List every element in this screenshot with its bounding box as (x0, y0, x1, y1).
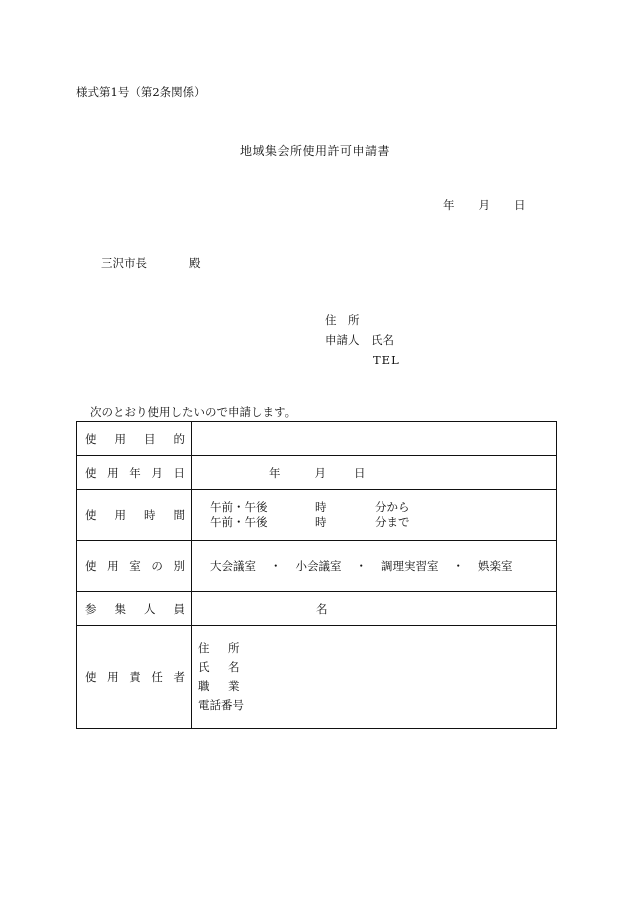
label-char: 員 (173, 601, 185, 616)
time-from-suffix: 分から (375, 500, 410, 514)
room-field (192, 541, 557, 592)
participants-unit: 名 (316, 601, 328, 616)
label-char: 使 (85, 559, 97, 573)
use-date-year: 年 (269, 465, 281, 480)
time-from-hour: 時 (315, 500, 327, 514)
intro-text: 次のとおり使用したいので申請します。 (90, 405, 297, 419)
document-title: 地域集会所使用許可申請書 (239, 144, 390, 158)
label-char: 責 (129, 670, 141, 684)
label-char: 室 (129, 559, 141, 573)
label-char: 者 (173, 670, 185, 684)
label-char: 年 (129, 465, 141, 480)
label-char: 用 (114, 508, 126, 522)
use-date-label (77, 456, 192, 490)
time-from-ampm: 午前・午後 (210, 500, 268, 514)
time-from-line (210, 500, 556, 515)
date-month-label: 月 (478, 198, 490, 212)
time-to-hour: 時 (315, 515, 327, 529)
label-char: 間 (173, 508, 185, 522)
responsible-row (77, 626, 557, 729)
applicant-block (325, 310, 400, 370)
responsible-address-label (198, 639, 556, 658)
participants-label (77, 592, 192, 626)
label-char: の (151, 559, 163, 573)
form-number: 様式第1号（第2条関係） (76, 85, 206, 99)
use-time-field[interactable] (192, 490, 557, 541)
date-day-label: 日 (514, 198, 526, 212)
time-to-line (210, 515, 556, 530)
responsible-occupation-label (198, 677, 556, 696)
label-char: 使 (85, 465, 97, 480)
label-char: 職 (198, 679, 210, 693)
use-date-month: 月 (314, 465, 326, 480)
date-year-label: 年 (443, 198, 455, 212)
participants-field[interactable] (192, 592, 557, 626)
addressee-name: 三沢市長 (101, 256, 147, 270)
label-char: 日 (173, 465, 185, 480)
use-date-row (77, 456, 557, 490)
applicant-name-row (325, 330, 400, 350)
label-char: 用 (107, 559, 119, 573)
applicant-tel-label: TEL (373, 353, 400, 367)
label-char: 時 (144, 508, 156, 522)
use-time-row (77, 490, 557, 541)
room-option-small-meeting[interactable]: 小会議室 (295, 559, 342, 573)
label-char: 用 (107, 465, 119, 480)
responsible-field[interactable] (192, 626, 557, 729)
label-char: 人 (144, 601, 156, 616)
label-char: 所 (228, 641, 240, 655)
label-char: 住 (198, 641, 210, 655)
room-separator: ・ (355, 559, 367, 573)
label-char: 別 (173, 559, 185, 573)
use-date-field[interactable] (192, 456, 557, 490)
label-char: 参 (85, 601, 97, 616)
responsible-name-label (198, 658, 556, 677)
addressee (101, 255, 201, 271)
applicant-name-label: 氏名 (371, 333, 394, 347)
label-char: 用 (107, 670, 119, 684)
room-separator: ・ (452, 559, 464, 573)
label-char: 用 (114, 431, 126, 446)
time-to-ampm: 午前・午後 (210, 515, 268, 529)
room-label (77, 541, 192, 592)
applicant-address-label: 住 所 (325, 313, 360, 327)
use-time-label (77, 490, 192, 541)
purpose-label (77, 422, 192, 456)
label-char: 業 (228, 679, 240, 693)
label-char: 名 (228, 660, 240, 674)
time-to-suffix: 分まで (375, 515, 410, 529)
label-char: 任 (151, 670, 163, 684)
label-char: 月 (151, 465, 163, 480)
application-table (76, 421, 557, 729)
purpose-field[interactable] (192, 422, 557, 456)
room-separator: ・ (270, 559, 282, 573)
label-char: 集 (114, 601, 126, 616)
participants-row (77, 592, 557, 626)
room-option-large-meeting[interactable]: 大会議室 (210, 559, 256, 573)
use-date-day: 日 (354, 465, 366, 480)
label-char: 氏 (198, 660, 210, 674)
room-option-recreation[interactable]: 娯楽室 (478, 559, 513, 573)
room-option-cooking[interactable]: 調理実習室 (381, 559, 439, 573)
label-char: 的 (173, 431, 185, 446)
label-char: 目 (144, 431, 156, 446)
label-char: 使 (85, 431, 97, 446)
applicant-label: 申請人 (325, 333, 360, 347)
application-date (443, 197, 526, 213)
responsible-phone-label: 電話番号 (198, 698, 244, 712)
label-char: 使 (85, 670, 97, 684)
room-row (77, 541, 557, 592)
addressee-honorific: 殿 (189, 256, 201, 270)
responsible-label (77, 626, 192, 729)
label-char: 使 (85, 508, 97, 522)
purpose-row (77, 422, 557, 456)
